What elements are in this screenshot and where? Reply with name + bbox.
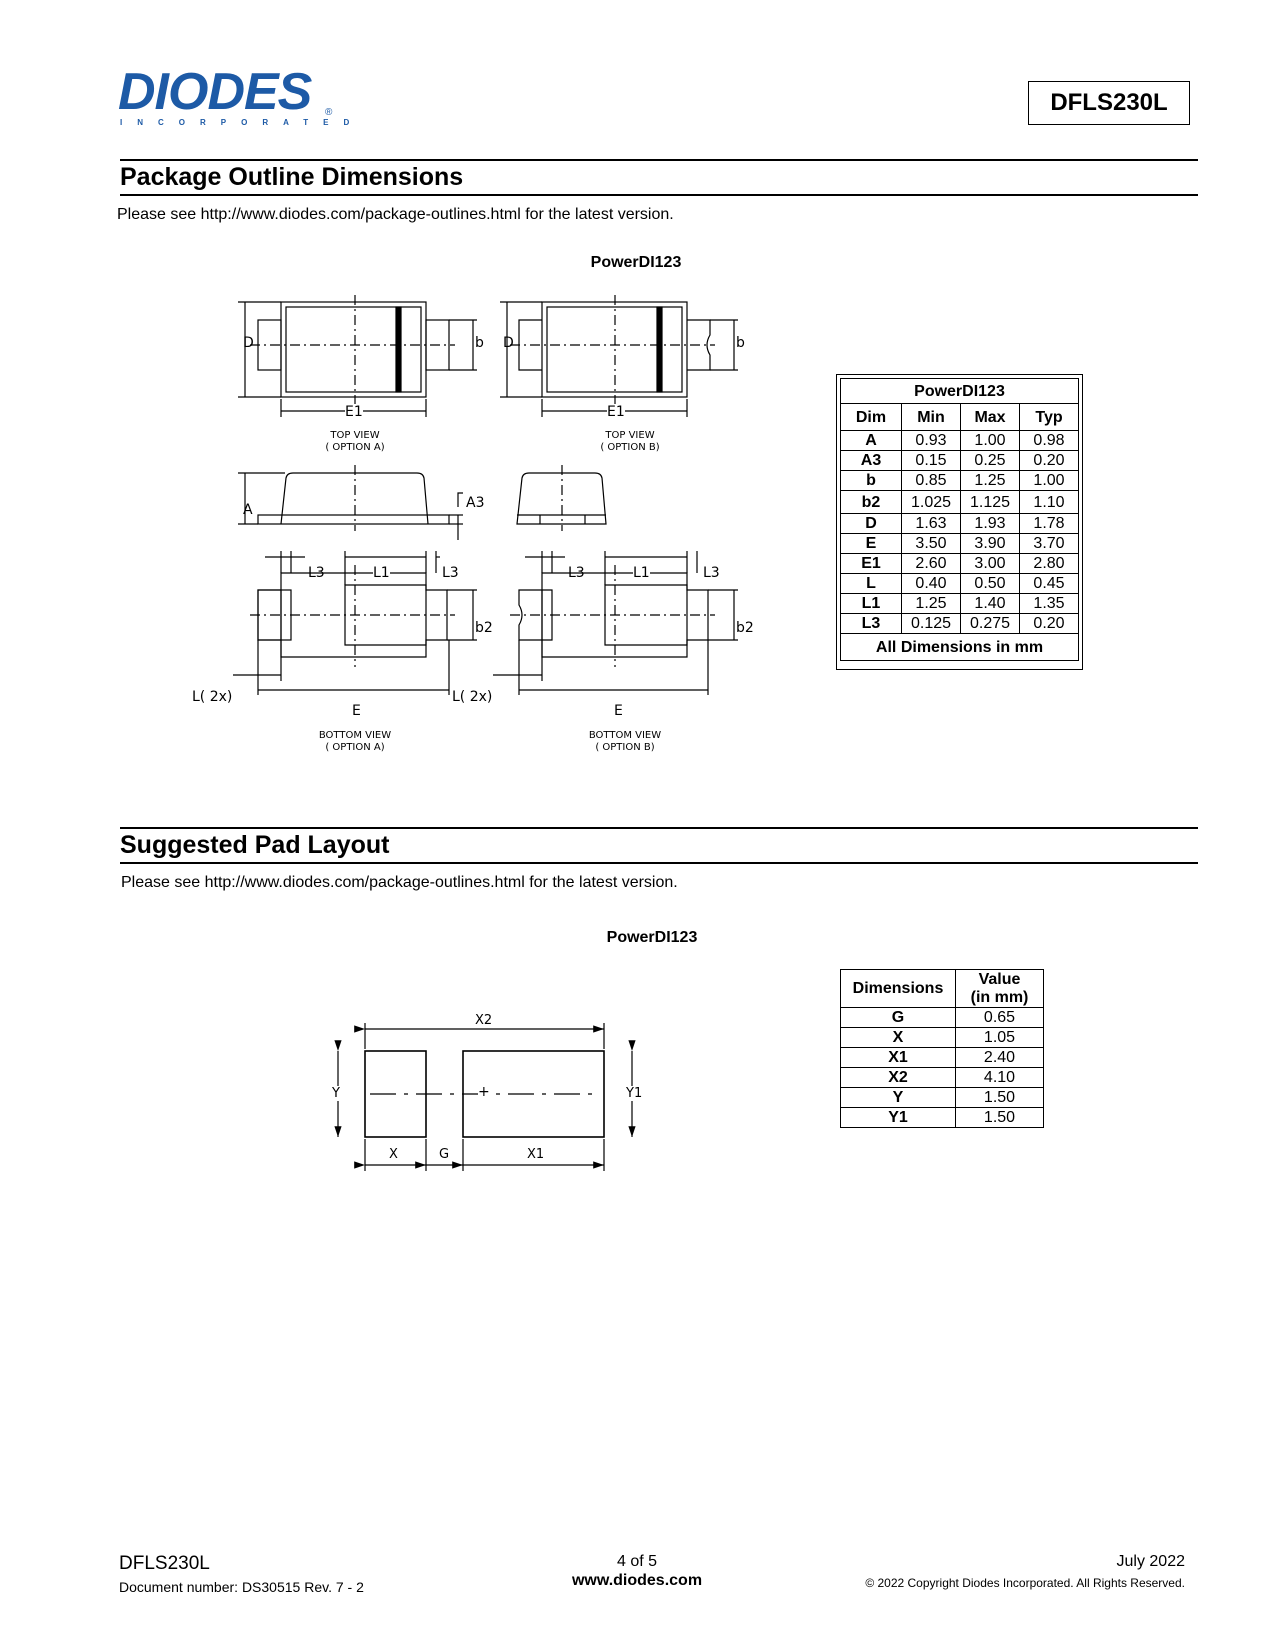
pad-table-body [841,1008,1044,1128]
section-rule-bottom-pad [120,862,1198,864]
pad-value-cell: 1.50 [956,1108,1044,1128]
pad-table-header-dimensions: Dimensions [841,970,956,1008]
outline-table-row [841,471,1079,491]
outline-value-cell: 1.78 [1020,514,1079,534]
outline-value-cell: 0.25 [961,451,1020,471]
outline-value-cell: 0.40 [902,574,961,594]
label-A3: A3 [466,495,485,511]
outline-dim-cell: A [841,431,902,451]
outline-value-cell: 3.50 [902,534,961,554]
outline-note: Please see http://www.diodes.com/package-outlines.html for the latest version. [117,206,674,223]
footer-doc-number: Document number: DS30515 Rev. 7 - 2 [119,1579,364,1595]
bottom-view-option-b [493,551,738,695]
pad-table-row [841,1008,1044,1028]
outline-value-cell: 1.025 [902,491,961,514]
outline-table-row [841,431,1079,451]
outline-value-cell: 2.60 [902,554,961,574]
caption-bottom-view-b-title: BOTTOM VIEW [588,730,662,741]
section-title-outline: Package Outline Dimensions [120,163,464,191]
outline-value-cell: 1.25 [902,594,961,614]
side-view-option-b [517,465,606,531]
pad-dimensions-table [840,969,1044,1128]
pad-table-header-value-line1: Value [978,970,1021,988]
pad-table-header-value [956,970,1044,1008]
outline-value-cell: 1.35 [1020,594,1079,614]
label-b2-a: b2 [475,620,493,636]
outline-value-cell: 1.00 [961,431,1020,451]
caption-top-view-b-title: TOP VIEW [605,430,655,441]
outline-dim-cell: b2 [841,491,902,514]
bottom-view-option-a [233,551,477,695]
caption-top-view-b [590,430,670,454]
footer-date: July 2022 [1116,1553,1185,1570]
pad-package-caption: PowerDI123 [606,929,698,946]
caption-bottom-view-b-option: ( OPTION B) [595,742,655,753]
outline-dim-cell: L [841,574,902,594]
part-number-box: DFLS230L [1028,81,1190,125]
caption-bottom-view-b [580,730,670,754]
caption-bottom-view-a-title: BOTTOM VIEW [318,730,392,741]
pad-dim-cell: G [841,1008,956,1028]
label-L3-b-right: L3 [703,565,720,581]
outline-dim-cell: L1 [841,594,902,614]
outline-value-cell: 0.98 [1020,431,1079,451]
label-L-2x-b: L( 2x) [452,689,493,705]
outline-dim-cell: b [841,471,902,491]
caption-top-view-a [320,430,390,454]
pad-table-row [841,1088,1044,1108]
label-b-b: b [736,335,745,351]
caption-top-view-b-option: ( OPTION B) [600,442,660,453]
outline-value-cell: 3.90 [961,534,1020,554]
footer-part: DFLS230L [119,1553,210,1574]
outline-dim-cell: E [841,534,902,554]
diodes-logo-subtitle: INCORPORATED [120,118,365,127]
pad-label-Y: Y [332,1086,340,1101]
pad-value-cell: 2.40 [956,1048,1044,1068]
outline-table-row [841,594,1079,614]
label-E1-b: E1 [607,404,625,420]
label-L3-a-left: L3 [308,565,325,581]
pad-label-Y1: Y1 [626,1086,643,1101]
label-D-b: D [503,335,514,351]
section-rule-bottom [120,194,1198,196]
outline-value-cell: 1.25 [961,471,1020,491]
section-rule-top [120,159,1198,161]
outline-value-cell: 0.85 [902,471,961,491]
label-A: A [243,502,253,518]
pad-table-header-value-line2: (in mm) [970,988,1029,1006]
pad-dim-cell: X1 [841,1048,956,1068]
outline-value-cell: 0.20 [1020,614,1079,634]
pad-value-cell: 4.10 [956,1068,1044,1088]
outline-value-cell: 1.10 [1020,491,1079,514]
outline-table-footer: All Dimensions in mm [841,634,1079,661]
outline-value-cell: 2.80 [1020,554,1079,574]
side-view-option-a [238,465,463,540]
outline-table-row [841,451,1079,471]
pad-value-cell: 1.50 [956,1088,1044,1108]
outline-table-row [841,534,1079,554]
label-L3-b-left: L3 [568,565,585,581]
pad-value-cell: 1.05 [956,1028,1044,1048]
outline-table-row [841,614,1079,634]
outline-package-caption: PowerDI123 [590,254,682,271]
outline-value-cell: 0.45 [1020,574,1079,594]
pad-dim-cell: Y1 [841,1108,956,1128]
outline-dim-cell: D [841,514,902,534]
outline-value-cell: 0.50 [961,574,1020,594]
outline-table-row [841,554,1079,574]
section-rule-top-pad [120,827,1198,829]
pad-table-row [841,1068,1044,1088]
label-E-a: E [352,703,361,719]
label-D-a: D [243,335,254,351]
pad-note: Please see http://www.diodes.com/package-outlines.html for the latest version. [121,874,678,891]
pad-dim-cell: X [841,1028,956,1048]
outline-table-row [841,514,1079,534]
outline-value-cell: 3.70 [1020,534,1079,554]
top-view-option-b [500,295,738,417]
outline-table-row [841,491,1079,514]
outline-table-header-max: Max [961,404,1020,431]
caption-bottom-view-a-option: ( OPTION A) [325,742,385,753]
label-L-2x-a: L( 2x) [192,689,233,705]
outline-value-cell: 1.00 [1020,471,1079,491]
pad-value-cell: 0.65 [956,1008,1044,1028]
pad-label-X2: X2 [475,1013,493,1028]
caption-top-view-a-title: TOP VIEW [330,430,380,441]
pad-dim-cell: Y [841,1088,956,1108]
outline-value-cell: 0.125 [902,614,961,634]
section-title-pad: Suggested Pad Layout [120,831,390,859]
label-L1-b: L1 [633,565,650,581]
footer-website: www.diodes.com [571,1572,703,1589]
footer-page: 4 of 5 [616,1553,658,1570]
top-view-option-a [238,295,477,417]
footer-copyright: © 2022 Copyright Diodes Incorporated. All Rights Reserved. [865,1576,1185,1590]
label-E1-a: E1 [345,404,363,420]
outline-value-cell: 3.00 [961,554,1020,574]
pad-dim-cell: X2 [841,1068,956,1088]
outline-dim-cell: E1 [841,554,902,574]
caption-bottom-view-a [310,730,400,754]
pad-label-G: G [439,1147,450,1162]
outline-value-cell: 1.40 [961,594,1020,614]
pad-table-row [841,1108,1044,1128]
outline-table-title: PowerDI123 [841,379,1079,404]
outline-value-cell: 0.93 [902,431,961,451]
outline-table-body [841,431,1079,634]
outline-table-header-dim: Dim [841,404,902,431]
registered-mark: ® [325,107,333,118]
caption-top-view-a-option: ( OPTION A) [325,442,385,453]
label-E-b: E [614,703,623,719]
pad-layout-drawing [325,1005,655,1185]
outline-value-cell: 0.20 [1020,451,1079,471]
outline-value-cell: 0.15 [902,451,961,471]
outline-dimensions-table [840,378,1079,661]
diodes-logo: DIODES [118,63,312,121]
outline-value-cell: 1.63 [902,514,961,534]
outline-dim-cell: A3 [841,451,902,471]
outline-value-cell: 0.275 [961,614,1020,634]
label-L1-a: L1 [373,565,390,581]
outline-dim-cell: L3 [841,614,902,634]
outline-table-row [841,574,1079,594]
label-L3-a-right: L3 [442,565,459,581]
pad-table-row [841,1048,1044,1068]
pad-label-X1: X1 [527,1147,545,1162]
pad-table-row [841,1028,1044,1048]
label-b-a: b [475,335,484,351]
outline-value-cell: 1.125 [961,491,1020,514]
label-b2-b: b2 [736,620,754,636]
outline-value-cell: 1.93 [961,514,1020,534]
pad-center-mark: + [478,1084,490,1100]
pad-label-X: X [389,1147,398,1162]
outline-table-header-min: Min [902,404,961,431]
outline-table-header-typ: Typ [1020,404,1079,431]
